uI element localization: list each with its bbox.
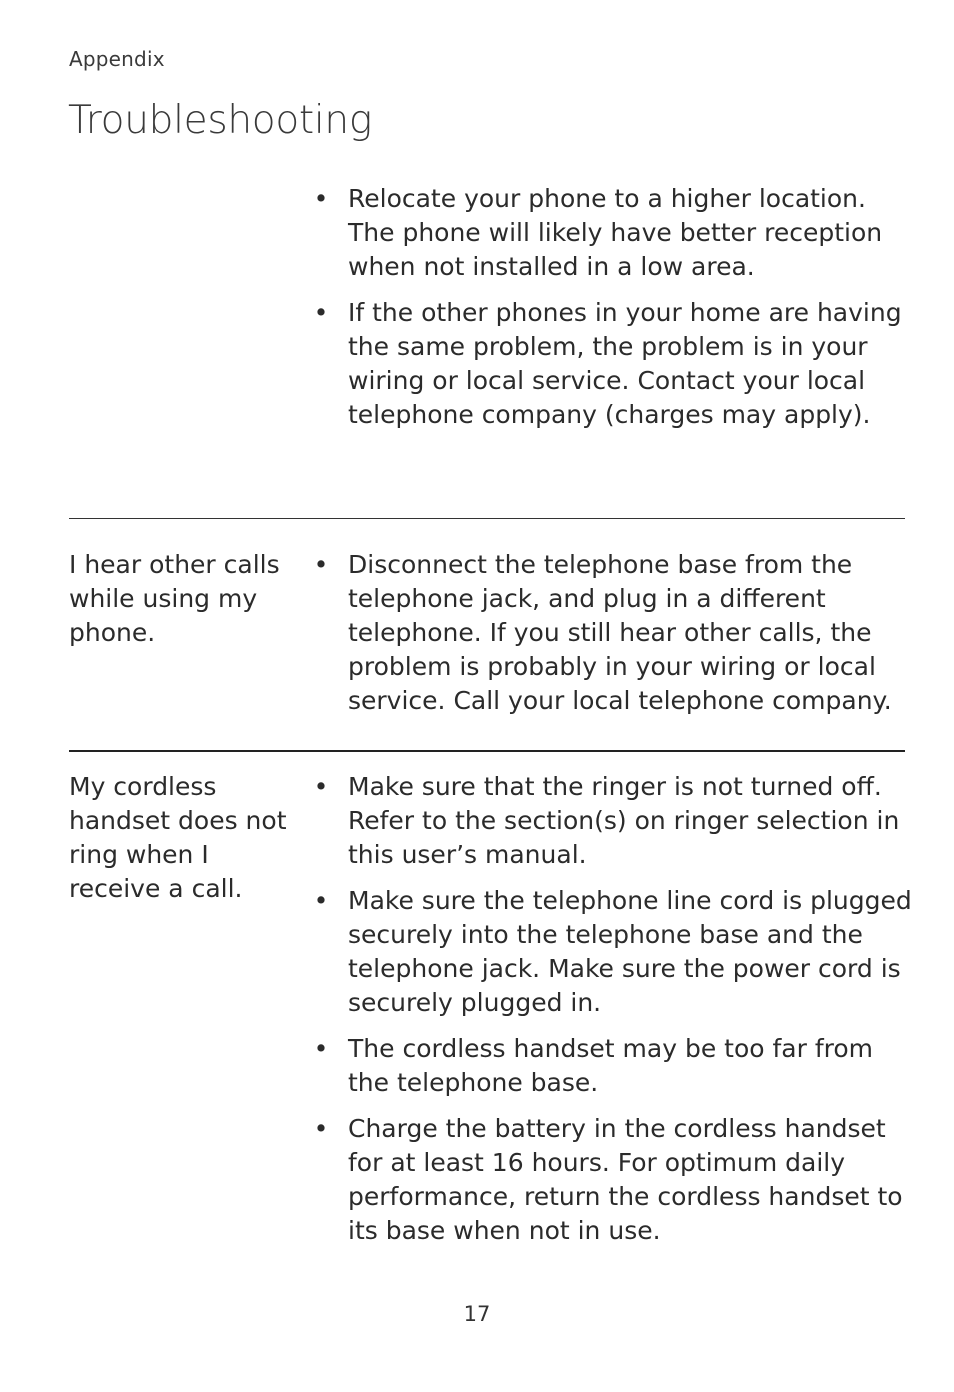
solution-item xyxy=(313,770,913,872)
solution-text: The cordless handset may be too far from the telephone base. xyxy=(348,1034,874,1097)
row-divider xyxy=(69,750,905,752)
solution-list xyxy=(313,548,913,730)
bullet-icon: • xyxy=(313,886,329,915)
problem-text: My cordless handset does not ring when I receive a call. xyxy=(69,772,287,903)
solution-item xyxy=(313,296,913,432)
row-divider xyxy=(69,518,905,519)
bullet-icon: • xyxy=(313,1114,329,1143)
solution-item xyxy=(313,1032,913,1100)
problem-text: I hear other calls while using my phone. xyxy=(69,550,280,647)
section-label: Appendix xyxy=(69,47,165,71)
solution-text: Charge the battery in the cordless handset for at least 16 hours. For optimum daily performance, return the cordless handset to its base when not in use. xyxy=(348,1114,903,1245)
bullet-icon: • xyxy=(313,184,329,213)
solution-list xyxy=(313,182,913,444)
page-number: 17 xyxy=(463,1302,491,1326)
solution-item xyxy=(313,182,913,284)
solution-text: Make sure that the ringer is not turned off. Refer to the section(s) on ringer selection in this user’s manual. xyxy=(348,772,900,869)
solution-text: Make sure the telephone line cord is plugged securely into the telephone base and the telephone jack. Make sure the power cord is securely plugged in. xyxy=(348,886,912,1017)
bullet-icon: • xyxy=(313,1034,329,1063)
solution-list xyxy=(313,770,913,1260)
solution-text: Relocate your phone to a higher location. The phone will likely have better reception when not installed in a low area. xyxy=(348,184,883,281)
bullet-icon: • xyxy=(313,550,329,579)
solution-item xyxy=(313,1112,913,1248)
page-title: Troubleshooting xyxy=(68,98,372,143)
solution-text: Disconnect the telephone base from the telephone jack, and plug in a different telephone. If you still hear other calls, the problem is probably in your wiring or local service. Call your local telephone company. xyxy=(348,550,892,715)
solution-text: If the other phones in your home are having the same problem, the problem is in your wiring or local service. Contact your local telephone company (charges may apply). xyxy=(348,298,902,429)
solution-item xyxy=(313,548,913,718)
solution-item xyxy=(313,884,913,1020)
bullet-icon: • xyxy=(313,298,329,327)
bullet-icon: • xyxy=(313,772,329,801)
